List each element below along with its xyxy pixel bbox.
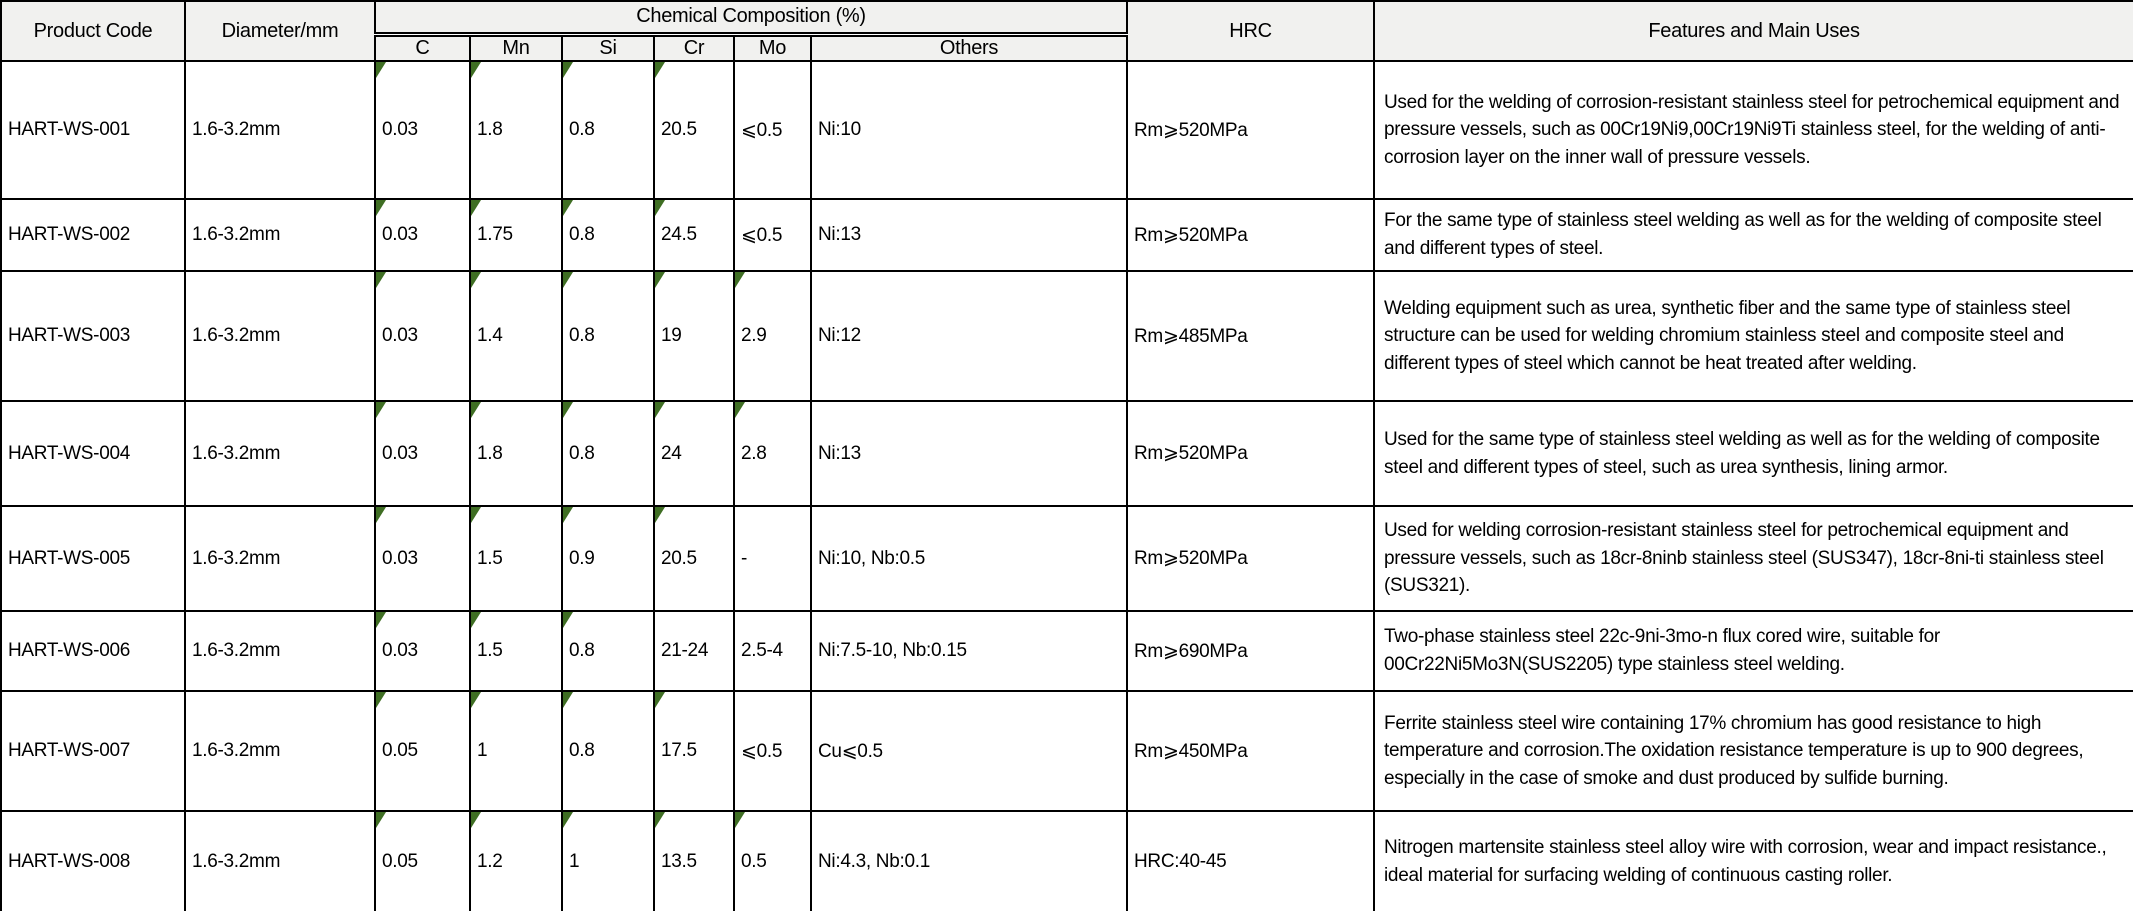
cell-hrc: Rm⩾520MPa — [1127, 401, 1374, 506]
table-row — [1, 271, 2133, 401]
cell-product-code: HART-WS-004 — [1, 401, 185, 506]
cell-si: 0.8 — [562, 199, 654, 271]
header-features: Features and Main Uses — [1374, 1, 2133, 61]
cell-product-code: HART-WS-008 — [1, 811, 185, 911]
number-stored-as-text-flag-icon — [376, 402, 386, 418]
number-stored-as-text-flag-icon — [376, 507, 386, 523]
table-row — [1, 199, 2133, 271]
cell-diameter: 1.6-3.2mm — [185, 61, 375, 199]
cell-cr: 24.5 — [654, 199, 734, 271]
number-stored-as-text-flag-icon — [471, 402, 481, 418]
number-stored-as-text-flag-icon — [655, 507, 665, 523]
header-cr: Cr — [654, 34, 734, 61]
cell-features: Nitrogen martensite stainless steel alloy wire with corrosion, wear and impact resistance., ideal material for surfacing welding of continuous casting roller. — [1374, 811, 2133, 911]
cell-mn: 1.8 — [470, 401, 562, 506]
cell-cr: 20.5 — [654, 61, 734, 199]
cell-others: Ni:12 — [811, 271, 1127, 401]
number-stored-as-text-flag-icon — [471, 272, 481, 288]
cell-cr: 20.5 — [654, 506, 734, 611]
cell-c: 0.03 — [375, 611, 470, 691]
cell-product-code: HART-WS-007 — [1, 691, 185, 811]
cell-hrc: Rm⩾520MPa — [1127, 61, 1374, 199]
number-stored-as-text-flag-icon — [655, 272, 665, 288]
cell-others: Ni:4.3, Nb:0.1 — [811, 811, 1127, 911]
cell-mn: 1.5 — [470, 611, 562, 691]
number-stored-as-text-flag-icon — [735, 402, 745, 418]
number-stored-as-text-flag-icon — [563, 612, 573, 628]
cell-features: Used for welding corrosion-resistant stainless steel for petrochemical equipment and pressure vessels, such as 18cr-8ninb stainless steel (SUS347), 18cr-8ni-ti stainless steel (SUS321). — [1374, 506, 2133, 611]
cell-mo: 2.9 — [734, 271, 811, 401]
cell-c: 0.03 — [375, 199, 470, 271]
cell-features: Two-phase stainless steel 22c-9ni-3mo-n flux cored wire, suitable for 00Cr22Ni5Mo3N(SUS2205) type stainless steel welding. — [1374, 611, 2133, 691]
number-stored-as-text-flag-icon — [563, 812, 573, 828]
header-c: C — [375, 34, 470, 61]
cell-si: 0.8 — [562, 401, 654, 506]
table-row — [1, 61, 2133, 199]
table-row — [1, 691, 2133, 811]
number-stored-as-text-flag-icon — [376, 612, 386, 628]
cell-diameter: 1.6-3.2mm — [185, 811, 375, 911]
number-stored-as-text-flag-icon — [655, 692, 665, 708]
cell-si: 1 — [562, 811, 654, 911]
cell-product-code: HART-WS-001 — [1, 61, 185, 199]
cell-mn: 1 — [470, 691, 562, 811]
table-row — [1, 401, 2133, 506]
number-stored-as-text-flag-icon — [376, 692, 386, 708]
header-others: Others — [811, 34, 1127, 61]
cell-mo: - — [734, 506, 811, 611]
number-stored-as-text-flag-icon — [655, 200, 665, 216]
header-si: Si — [562, 34, 654, 61]
cell-mo: 2.5-4 — [734, 611, 811, 691]
cell-others: Ni:7.5-10, Nb:0.15 — [811, 611, 1127, 691]
cell-mn: 1.2 — [470, 811, 562, 911]
number-stored-as-text-flag-icon — [376, 200, 386, 216]
cell-features: Used for the welding of corrosion-resistant stainless steel for petrochemical equipment and pressure vessels, such as 00Cr19Ni9,00Cr19Ni9Ti stainless steel, for the welding of anti-corrosion layer on the inner wall of pressure vessels. — [1374, 61, 2133, 199]
number-stored-as-text-flag-icon — [655, 62, 665, 78]
number-stored-as-text-flag-icon — [735, 812, 745, 828]
number-stored-as-text-flag-icon — [563, 507, 573, 523]
cell-mo: ⩽0.5 — [734, 199, 811, 271]
cell-si: 0.8 — [562, 611, 654, 691]
number-stored-as-text-flag-icon — [655, 812, 665, 828]
number-stored-as-text-flag-icon — [735, 272, 745, 288]
cell-product-code: HART-WS-006 — [1, 611, 185, 691]
cell-hrc: Rm⩾690MPa — [1127, 611, 1374, 691]
table-row — [1, 811, 2133, 911]
number-stored-as-text-flag-icon — [471, 612, 481, 628]
cell-others: Ni:10 — [811, 61, 1127, 199]
table-header — [1, 1, 2133, 61]
cell-diameter: 1.6-3.2mm — [185, 199, 375, 271]
number-stored-as-text-flag-icon — [563, 402, 573, 418]
cell-mo: ⩽0.5 — [734, 691, 811, 811]
cell-features: Used for the same type of stainless steel welding as well as for the welding of composite steel and different types of steel, such as urea synthesis, lining armor. — [1374, 401, 2133, 506]
header-mn: Mn — [470, 34, 562, 61]
cell-features: Ferrite stainless steel wire containing 17% chromium has good resistance to high temperature and corrosion.The oxidation resistance temperature is up to 900 degrees, especially in the case of smoke and dust produced by sulfide burning. — [1374, 691, 2133, 811]
cell-others: Ni:10, Nb:0.5 — [811, 506, 1127, 611]
number-stored-as-text-flag-icon — [471, 200, 481, 216]
cell-product-code: HART-WS-005 — [1, 506, 185, 611]
number-stored-as-text-flag-icon — [563, 692, 573, 708]
number-stored-as-text-flag-icon — [471, 62, 481, 78]
cell-mn: 1.5 — [470, 506, 562, 611]
cell-others: Cu⩽0.5 — [811, 691, 1127, 811]
cell-c: 0.03 — [375, 61, 470, 199]
cell-si: 0.8 — [562, 61, 654, 199]
number-stored-as-text-flag-icon — [376, 62, 386, 78]
header-hrc: HRC — [1127, 1, 1374, 61]
header-mo: Mo — [734, 34, 811, 61]
header-row-top — [1, 1, 2133, 34]
cell-si: 0.8 — [562, 691, 654, 811]
cell-mo: 2.8 — [734, 401, 811, 506]
cell-mn: 1.75 — [470, 199, 562, 271]
number-stored-as-text-flag-icon — [471, 692, 481, 708]
cell-others: Ni:13 — [811, 199, 1127, 271]
header-diameter: Diameter/mm — [185, 1, 375, 61]
cell-c: 0.05 — [375, 691, 470, 811]
table-row — [1, 611, 2133, 691]
cell-c: 0.03 — [375, 271, 470, 401]
cell-mn: 1.4 — [470, 271, 562, 401]
header-product-code: Product Code — [1, 1, 185, 61]
cell-cr: 19 — [654, 271, 734, 401]
number-stored-as-text-flag-icon — [563, 200, 573, 216]
cell-c: 0.05 — [375, 811, 470, 911]
cell-cr: 13.5 — [654, 811, 734, 911]
cell-diameter: 1.6-3.2mm — [185, 271, 375, 401]
cell-cr: 24 — [654, 401, 734, 506]
number-stored-as-text-flag-icon — [563, 62, 573, 78]
number-stored-as-text-flag-icon — [471, 812, 481, 828]
table-row — [1, 506, 2133, 611]
cell-mn: 1.8 — [470, 61, 562, 199]
cell-others: Ni:13 — [811, 401, 1127, 506]
cell-features: Welding equipment such as urea, synthetic fiber and the same type of stainless steel structure can be used for welding chromium stainless steel and composite steel and different types of steel which cannot be heat treated after welding. — [1374, 271, 2133, 401]
cell-diameter: 1.6-3.2mm — [185, 506, 375, 611]
cell-product-code: HART-WS-002 — [1, 199, 185, 271]
cell-si: 0.8 — [562, 271, 654, 401]
cell-diameter: 1.6-3.2mm — [185, 401, 375, 506]
cell-hrc: Rm⩾520MPa — [1127, 506, 1374, 611]
cell-c: 0.03 — [375, 506, 470, 611]
table-body — [1, 61, 2133, 911]
cell-mo: ⩽0.5 — [734, 61, 811, 199]
cell-diameter: 1.6-3.2mm — [185, 691, 375, 811]
cell-cr: 17.5 — [654, 691, 734, 811]
number-stored-as-text-flag-icon — [563, 272, 573, 288]
number-stored-as-text-flag-icon — [471, 507, 481, 523]
cell-hrc: HRC:40-45 — [1127, 811, 1374, 911]
number-stored-as-text-flag-icon — [655, 402, 665, 418]
cell-hrc: Rm⩾485MPa — [1127, 271, 1374, 401]
cell-product-code: HART-WS-003 — [1, 271, 185, 401]
cell-c: 0.03 — [375, 401, 470, 506]
cell-hrc: Rm⩾450MPa — [1127, 691, 1374, 811]
cell-si: 0.9 — [562, 506, 654, 611]
cell-hrc: Rm⩾520MPa — [1127, 199, 1374, 271]
cell-features: For the same type of stainless steel welding as well as for the welding of composite steel and different types of steel. — [1374, 199, 2133, 271]
number-stored-as-text-flag-icon — [376, 272, 386, 288]
header-chemical-composition: Chemical Composition (%) — [375, 1, 1127, 34]
cell-mo: 0.5 — [734, 811, 811, 911]
cell-diameter: 1.6-3.2mm — [185, 611, 375, 691]
cell-cr: 21-24 — [654, 611, 734, 691]
number-stored-as-text-flag-icon — [376, 812, 386, 828]
